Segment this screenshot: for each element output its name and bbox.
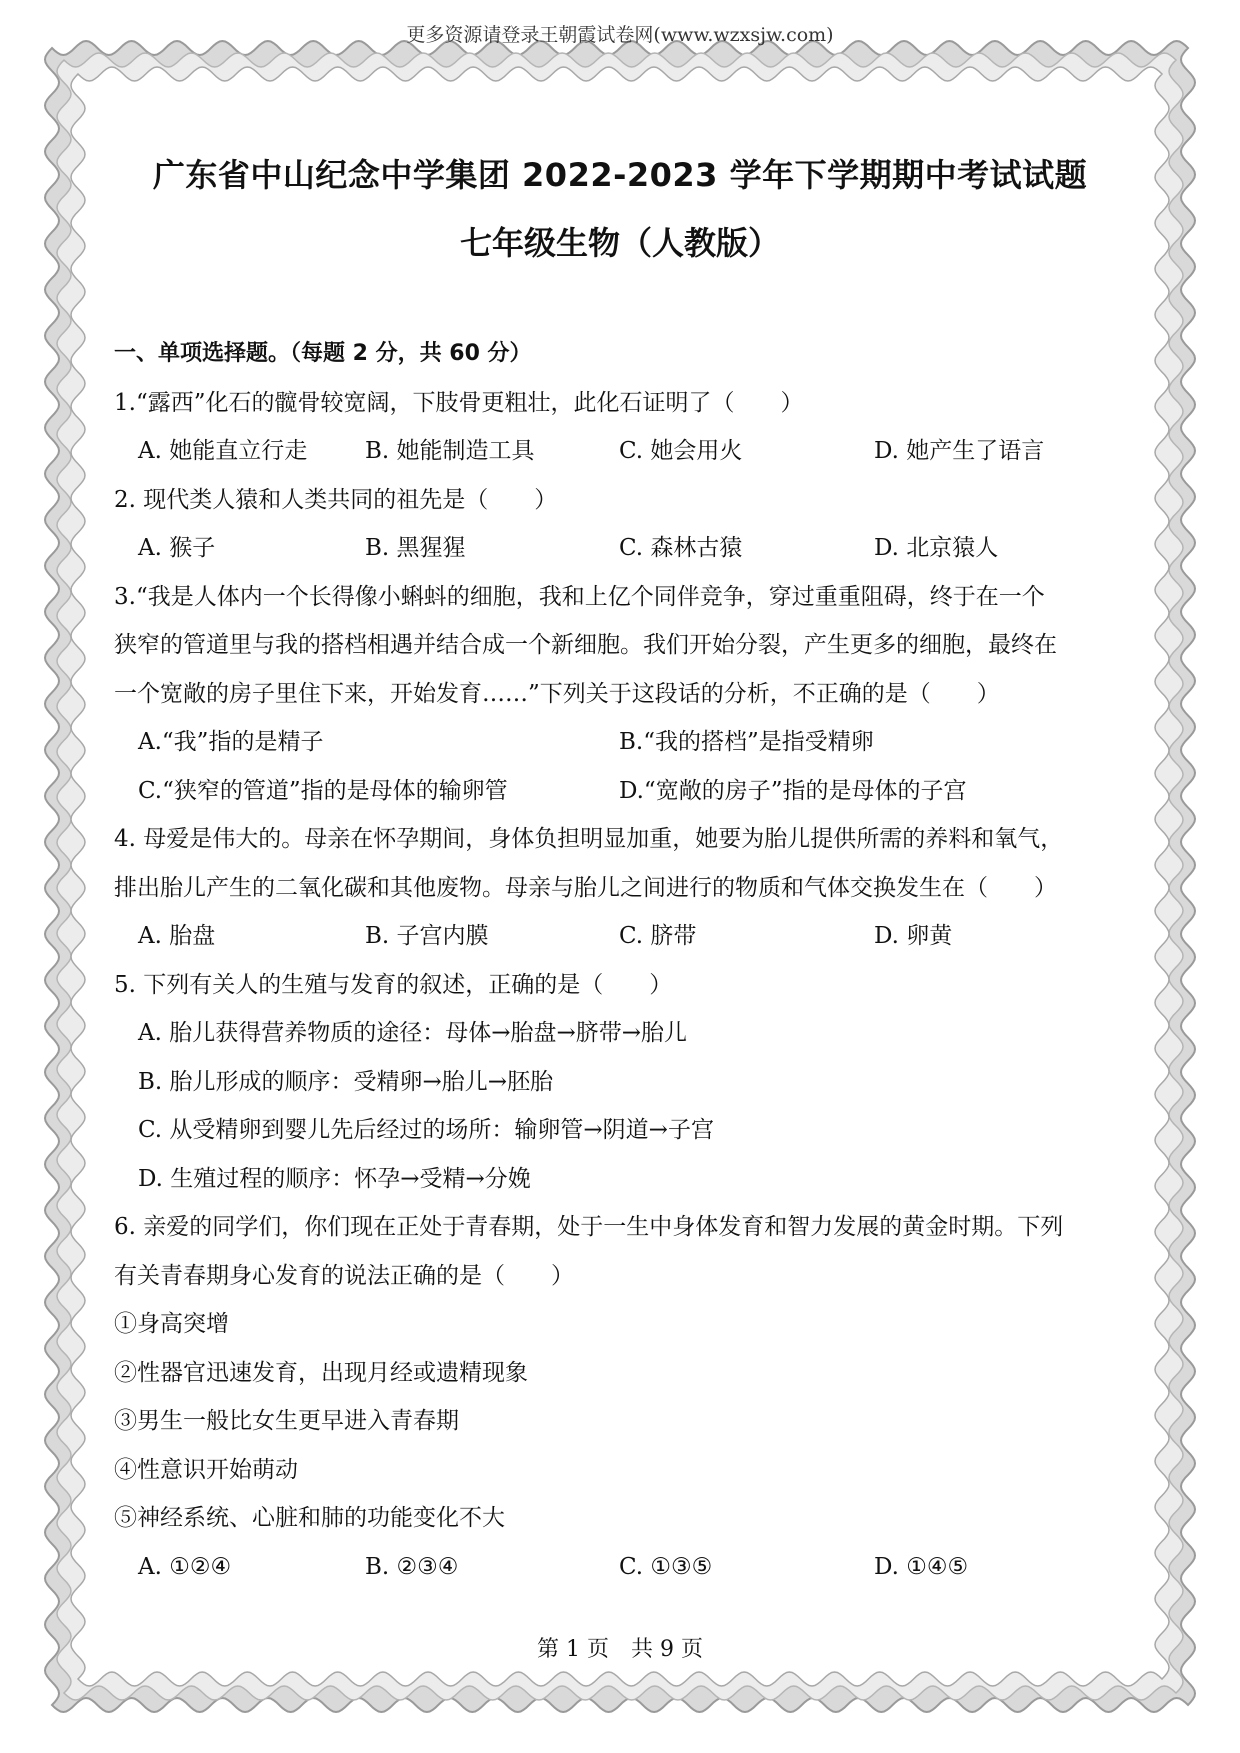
question-3-stem-line: 一个宽敞的房子里住下来，开始发育……”下列关于这段话的分析，不正确的是（ ） xyxy=(114,680,1000,707)
q4-option-c: C. 脐带 xyxy=(619,923,697,949)
exam-title: 广东省中山纪念中学集团 2022-2023 学年下学期期中考试试题 xyxy=(152,156,1088,194)
q2-option-c: C. 森林古猿 xyxy=(619,535,743,561)
question-content xyxy=(114,330,1134,1591)
q6-option-b: B. ②③④ xyxy=(365,1553,459,1580)
q4-option-a: A. 胎盘 xyxy=(138,923,216,949)
q1-option-b: B. 她能制造工具 xyxy=(365,438,535,464)
q5-option-c: C. 从受精卵到婴儿先后经过的场所：输卵管→阴道→子宫 xyxy=(138,1117,714,1143)
question-3-stem-line: 狭窄的管道里与我的搭档相遇并结合成一个新细胞。我们开始分裂，产生更多的细胞，最终在 xyxy=(114,632,1057,658)
q2-option-a: A. 猴子 xyxy=(138,535,216,561)
q6-option-d: D. ①④⑤ xyxy=(874,1553,969,1580)
question-6-stem-line: 有关青春期身心发育的说法正确的是（ ） xyxy=(114,1262,574,1289)
section-heading: 一、单项选择题。（每题 2 分，共 60 分） xyxy=(114,341,532,366)
question-6-stem-line: 6. 亲爱的同学们，你们现在正处于青春期，处于一生中身体发育和智力发展的黄金时期。下列 xyxy=(114,1214,1064,1240)
q6-statement-5: ⑤神经系统、心脏和肺的功能变化不大 xyxy=(114,1505,505,1531)
q6-option-c: C. ①③⑤ xyxy=(619,1553,713,1580)
header-source-note: 更多资源请登录王朝霞试卷网(www.wzxsjw.com) xyxy=(406,24,834,46)
q3-option-c: C.“狭窄的管道”指的是母体的输卵管 xyxy=(138,777,508,804)
q2-option-b: B. 黑猩猩 xyxy=(365,535,466,561)
question-2-options xyxy=(114,524,1134,573)
q6-option-a: A. ①②④ xyxy=(138,1553,232,1580)
question-4-stem-line: 4. 母爱是伟大的。母亲在怀孕期间，身体负担明显加重，她要为胎儿提供所需的养料和氧气， xyxy=(114,826,1064,852)
q3-option-b: B.“我的搭档”是指受精卵 xyxy=(619,729,874,755)
q3-option-d: D.“宽敞的房子”指的是母体的子宫 xyxy=(619,777,967,804)
q5-option-b: B. 胎儿形成的顺序：受精卵→胎儿→胚胎 xyxy=(138,1068,554,1095)
q6-statement-2: ②性器官迅速发育，出现月经或遗精现象 xyxy=(114,1359,528,1386)
q2-option-d: D. 北京猿人 xyxy=(874,535,999,561)
question-3-options-row1 xyxy=(114,718,1134,767)
question-1-stem: 1.“露西”化石的髋骨较宽阔，下肢骨更粗壮，此化石证明了（ ） xyxy=(114,389,804,416)
q4-option-b: B. 子宫内膜 xyxy=(365,923,489,949)
question-4-stem-line: 排出胎儿产生的二氧化碳和其他废物。母亲与胎儿之间进行的物质和气体交换发生在（ ） xyxy=(114,874,1057,901)
q1-option-a: A. 她能直立行走 xyxy=(138,438,308,464)
q6-statement-4: ④性意识开始萌动 xyxy=(114,1456,298,1483)
question-3-stem-line: 3.“我是人体内一个长得像小蝌蚪的细胞，我和上亿个同伴竞争，穿过重重阻碍，终于在一个 xyxy=(114,583,1045,610)
q1-option-d: D. 她产生了语言 xyxy=(874,438,1045,464)
q5-option-d: D. 生殖过程的顺序：怀孕→受精→分娩 xyxy=(138,1165,531,1192)
question-4-options xyxy=(114,912,1134,961)
question-5-stem: 5. 下列有关人的生殖与发育的叙述，正确的是（ ） xyxy=(114,971,673,998)
question-6-options xyxy=(114,1543,1134,1592)
q3-option-a: A.“我”指的是精子 xyxy=(138,729,324,755)
exam-subtitle: 七年级生物（人教版） xyxy=(459,224,780,262)
page-footer: 第 1 页 共 9 页 xyxy=(537,1637,703,1662)
question-3-options-row2 xyxy=(114,767,1134,816)
question-2-stem: 2. 现代类人猿和人类共同的祖先是（ ） xyxy=(114,486,558,513)
q1-option-c: C. 她会用火 xyxy=(619,438,743,464)
q5-option-a: A. 胎儿获得营养物质的途径：母体→胎盘→脐带→胎儿 xyxy=(138,1020,688,1046)
q6-statement-3: ③男生一般比女生更早进入青春期 xyxy=(114,1408,459,1434)
q6-statement-1: ①身高突增 xyxy=(114,1311,229,1337)
q4-option-d: D. 卵黄 xyxy=(874,923,953,949)
question-1-options xyxy=(114,427,1134,476)
